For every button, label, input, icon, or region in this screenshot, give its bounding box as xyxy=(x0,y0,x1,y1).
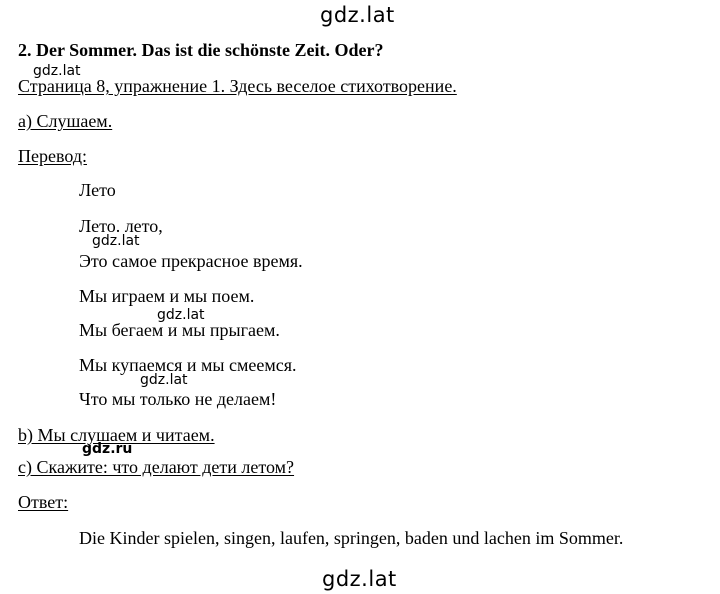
poem-line: Мы купаемся и мы смеемся. xyxy=(79,355,297,375)
watermark-4: gdz.lat xyxy=(140,372,188,388)
watermark-gdz-ru: gdz.ru xyxy=(82,441,133,457)
intro-line: Страница 8, упражнение 1. Здесь веселое стихотворение. xyxy=(18,76,457,96)
translation-label: Перевод: xyxy=(18,146,87,166)
poem-line: Мы бегаем и мы прыгаем. xyxy=(79,320,280,340)
answer-text: Die Kinder spielen, singen, laufen, springen, baden und lachen im Sommer. xyxy=(79,528,624,548)
poem-line: Лето xyxy=(79,180,116,200)
answer-label: Ответ: xyxy=(18,492,69,512)
watermark-top: gdz.lat xyxy=(320,3,395,27)
part-c-heading: c) Скажите: что делают дети летом? xyxy=(18,457,295,477)
poem-line: Это самое прекрасное время. xyxy=(79,251,303,271)
watermark-bottom: gdz.lat xyxy=(322,567,397,591)
poem-line: Лето. лето, xyxy=(79,216,163,236)
part-a-heading: a) Слушаем. xyxy=(18,111,113,131)
part-b-heading: b) Мы слушаем и читаем. xyxy=(18,425,215,445)
exercise-title: 2. Der Sommer. Das ist die schönste Zeit. Oder? xyxy=(18,40,384,60)
poem-line: Что мы только не делаем! xyxy=(79,389,277,409)
watermark-3: gdz.lat xyxy=(157,307,205,323)
watermark-1: gdz.lat xyxy=(33,63,81,79)
watermark-2: gdz.lat xyxy=(92,233,140,249)
poem-line: Мы играем и мы поем. xyxy=(79,286,255,306)
